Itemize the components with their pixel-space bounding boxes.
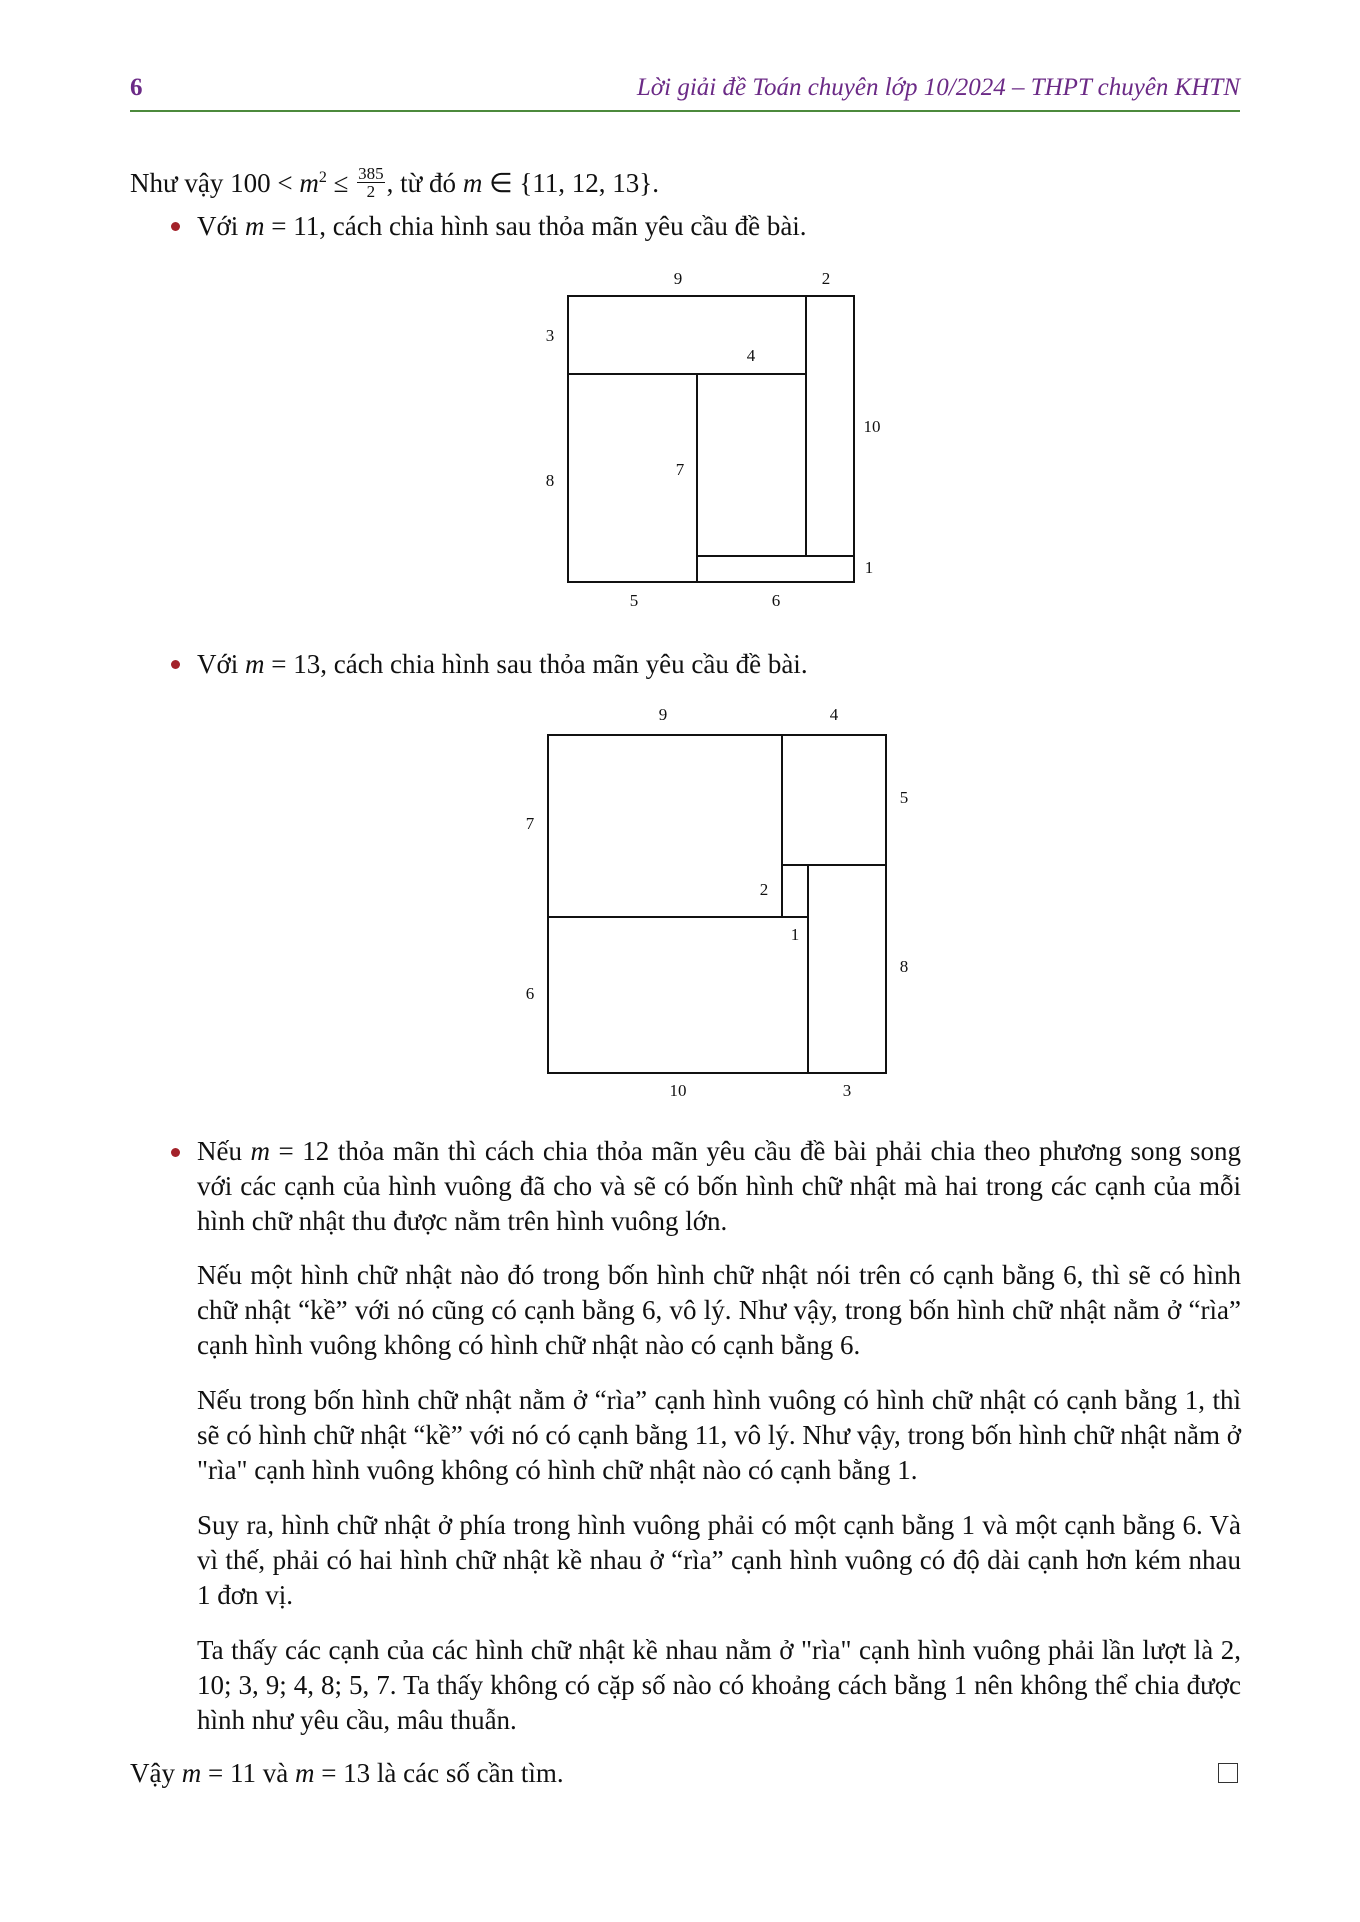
case-12-prefix: Nếu bbox=[197, 1136, 251, 1166]
intro-fraction bbox=[357, 165, 385, 200]
dimension-label: 7 bbox=[675, 460, 685, 479]
header-rule bbox=[130, 110, 1240, 112]
intro-prefix: Như vậy 100 < bbox=[130, 168, 300, 198]
intro-le: ≤ bbox=[326, 168, 356, 198]
dimension-label: 2 bbox=[759, 880, 769, 899]
conclusion-mid: = 11 và bbox=[201, 1758, 295, 1788]
intro-mid: , từ đó bbox=[386, 168, 463, 198]
fraction-denominator: 2 bbox=[366, 182, 376, 202]
case-12-paragraph-5: Ta thấy các cạnh của các hình chữ nhật kề nhau nằm ở "rìa" cạnh hình vuông phải lần lượt là 2, 10; 3, 9; 4, 8; 5, 7. Ta thấy không có cặp số nào có khoảng cách bằng 1 nên không thể chia được hình như yêu cầu, mâu thuẫn. bbox=[197, 1635, 1241, 1735]
dimension-label: 8 bbox=[545, 471, 555, 490]
dimension-label: 5 bbox=[629, 591, 639, 610]
conclusion-line bbox=[130, 1755, 564, 1791]
case-12-paragraph-4: Suy ra, hình chữ nhật ở phía trong hình vuông phải có một cạnh bằng 1 và một cạnh bằng 6. Và vì thế, phải có hai hình chữ nhật kề nhau ở “rìa” cạnh hình vuông có độ dài cạnh hơn kém nhau 1 đơn vị. bbox=[197, 1510, 1241, 1610]
dimension-label: 6 bbox=[525, 984, 535, 1003]
dimension-label: 2 bbox=[821, 269, 831, 288]
case-13-m: m bbox=[245, 649, 265, 679]
page-number: 6 bbox=[130, 74, 143, 101]
dimension-label: 3 bbox=[842, 1081, 852, 1100]
dimension-label: 4 bbox=[829, 705, 839, 724]
case-11-suffix: = 11, cách chia hình sau thỏa mãn yêu cầu đề bài. bbox=[264, 211, 807, 241]
bullet-case-13 bbox=[171, 660, 180, 669]
figure-m-11 bbox=[520, 260, 880, 620]
dimension-label: 9 bbox=[658, 705, 668, 724]
dimension-label: 1 bbox=[790, 925, 800, 944]
bullet-case-12 bbox=[171, 1148, 180, 1157]
case-12-m: m bbox=[250, 1136, 271, 1166]
intro-set: ∈ {11, 12, 13}. bbox=[482, 168, 659, 198]
qed-box-icon bbox=[1218, 1763, 1238, 1783]
intro-line bbox=[130, 160, 659, 203]
case-11-m: m bbox=[245, 211, 265, 241]
dimension-label: 7 bbox=[525, 814, 535, 833]
fraction-numerator: 385 bbox=[358, 164, 384, 184]
case-12-rest: = 12 thỏa mãn thì cách chia thỏa mãn yêu cầu đề bài phải chia theo phương song song với các cạnh của hình vuông đã cho và sẽ có bốn hình chữ nhật mà hai trong các cạnh của mỗi hình chữ nhật thu được nằm trên hình vuông lớn. bbox=[197, 1136, 1241, 1236]
case-11-line bbox=[197, 208, 807, 244]
dimension-label: 6 bbox=[771, 591, 781, 610]
intro-m2: m bbox=[462, 168, 483, 198]
case-12-paragraph-3: Nếu trong bốn hình chữ nhật nằm ở “rìa” cạnh hình vuông có hình chữ nhật có cạnh bằng 1, thì sẽ có hình chữ nhật “kề” với nó có cạnh bằng 11, vô lý. Như vậy, trong bốn hình chữ nhật nằm ở "rìa" cạnh hình vuông không có hình chữ nhật nào có cạnh bằng 1. bbox=[197, 1385, 1241, 1485]
dimension-label: 10 bbox=[863, 417, 880, 436]
outer-square bbox=[548, 735, 886, 1073]
dimension-label: 3 bbox=[545, 326, 555, 345]
bullet-case-11 bbox=[171, 222, 180, 231]
dimension-label: 9 bbox=[673, 269, 683, 288]
case-12-paragraph-1 bbox=[197, 1134, 1241, 1239]
conclusion-m1: m bbox=[181, 1758, 202, 1788]
dimension-label: 1 bbox=[864, 558, 874, 577]
figure-m-13 bbox=[508, 700, 928, 1110]
conclusion-m2: m bbox=[294, 1758, 315, 1788]
outer-square bbox=[568, 296, 854, 582]
intro-exponent: 2 bbox=[318, 169, 327, 186]
case-13-line bbox=[197, 646, 808, 682]
conclusion-prefix: Vậy bbox=[130, 1758, 182, 1788]
running-title: Lời giải đề Toán chuyên lớp 10/2024 – THPT chuyên KHTN bbox=[636, 74, 1240, 101]
page-header bbox=[130, 74, 1240, 114]
case-12-paragraph-2: Nếu một hình chữ nhật nào đó trong bốn hình chữ nhật nói trên có cạnh bằng 6, thì sẽ có hình chữ nhật “kề” với nó cũng có cạnh bằng 6, vô lý. Như vậy, trong bốn hình chữ nhật nằm ở “rìa” cạnh hình vuông không có hình chữ nhật nào có cạnh bằng 6. bbox=[197, 1260, 1241, 1360]
case-11-prefix: Với bbox=[197, 211, 246, 241]
conclusion-suffix: = 13 là các số cần tìm. bbox=[314, 1758, 564, 1788]
case-13-prefix: Với bbox=[197, 649, 246, 679]
intro-m: m bbox=[299, 168, 319, 198]
dimension-label: 4 bbox=[746, 346, 756, 365]
case-13-suffix: = 13, cách chia hình sau thỏa mãn yêu cầu đề bài. bbox=[264, 649, 808, 679]
dimension-label: 10 bbox=[669, 1081, 687, 1100]
dimension-label: 5 bbox=[899, 788, 909, 807]
dimension-label: 8 bbox=[899, 957, 909, 976]
